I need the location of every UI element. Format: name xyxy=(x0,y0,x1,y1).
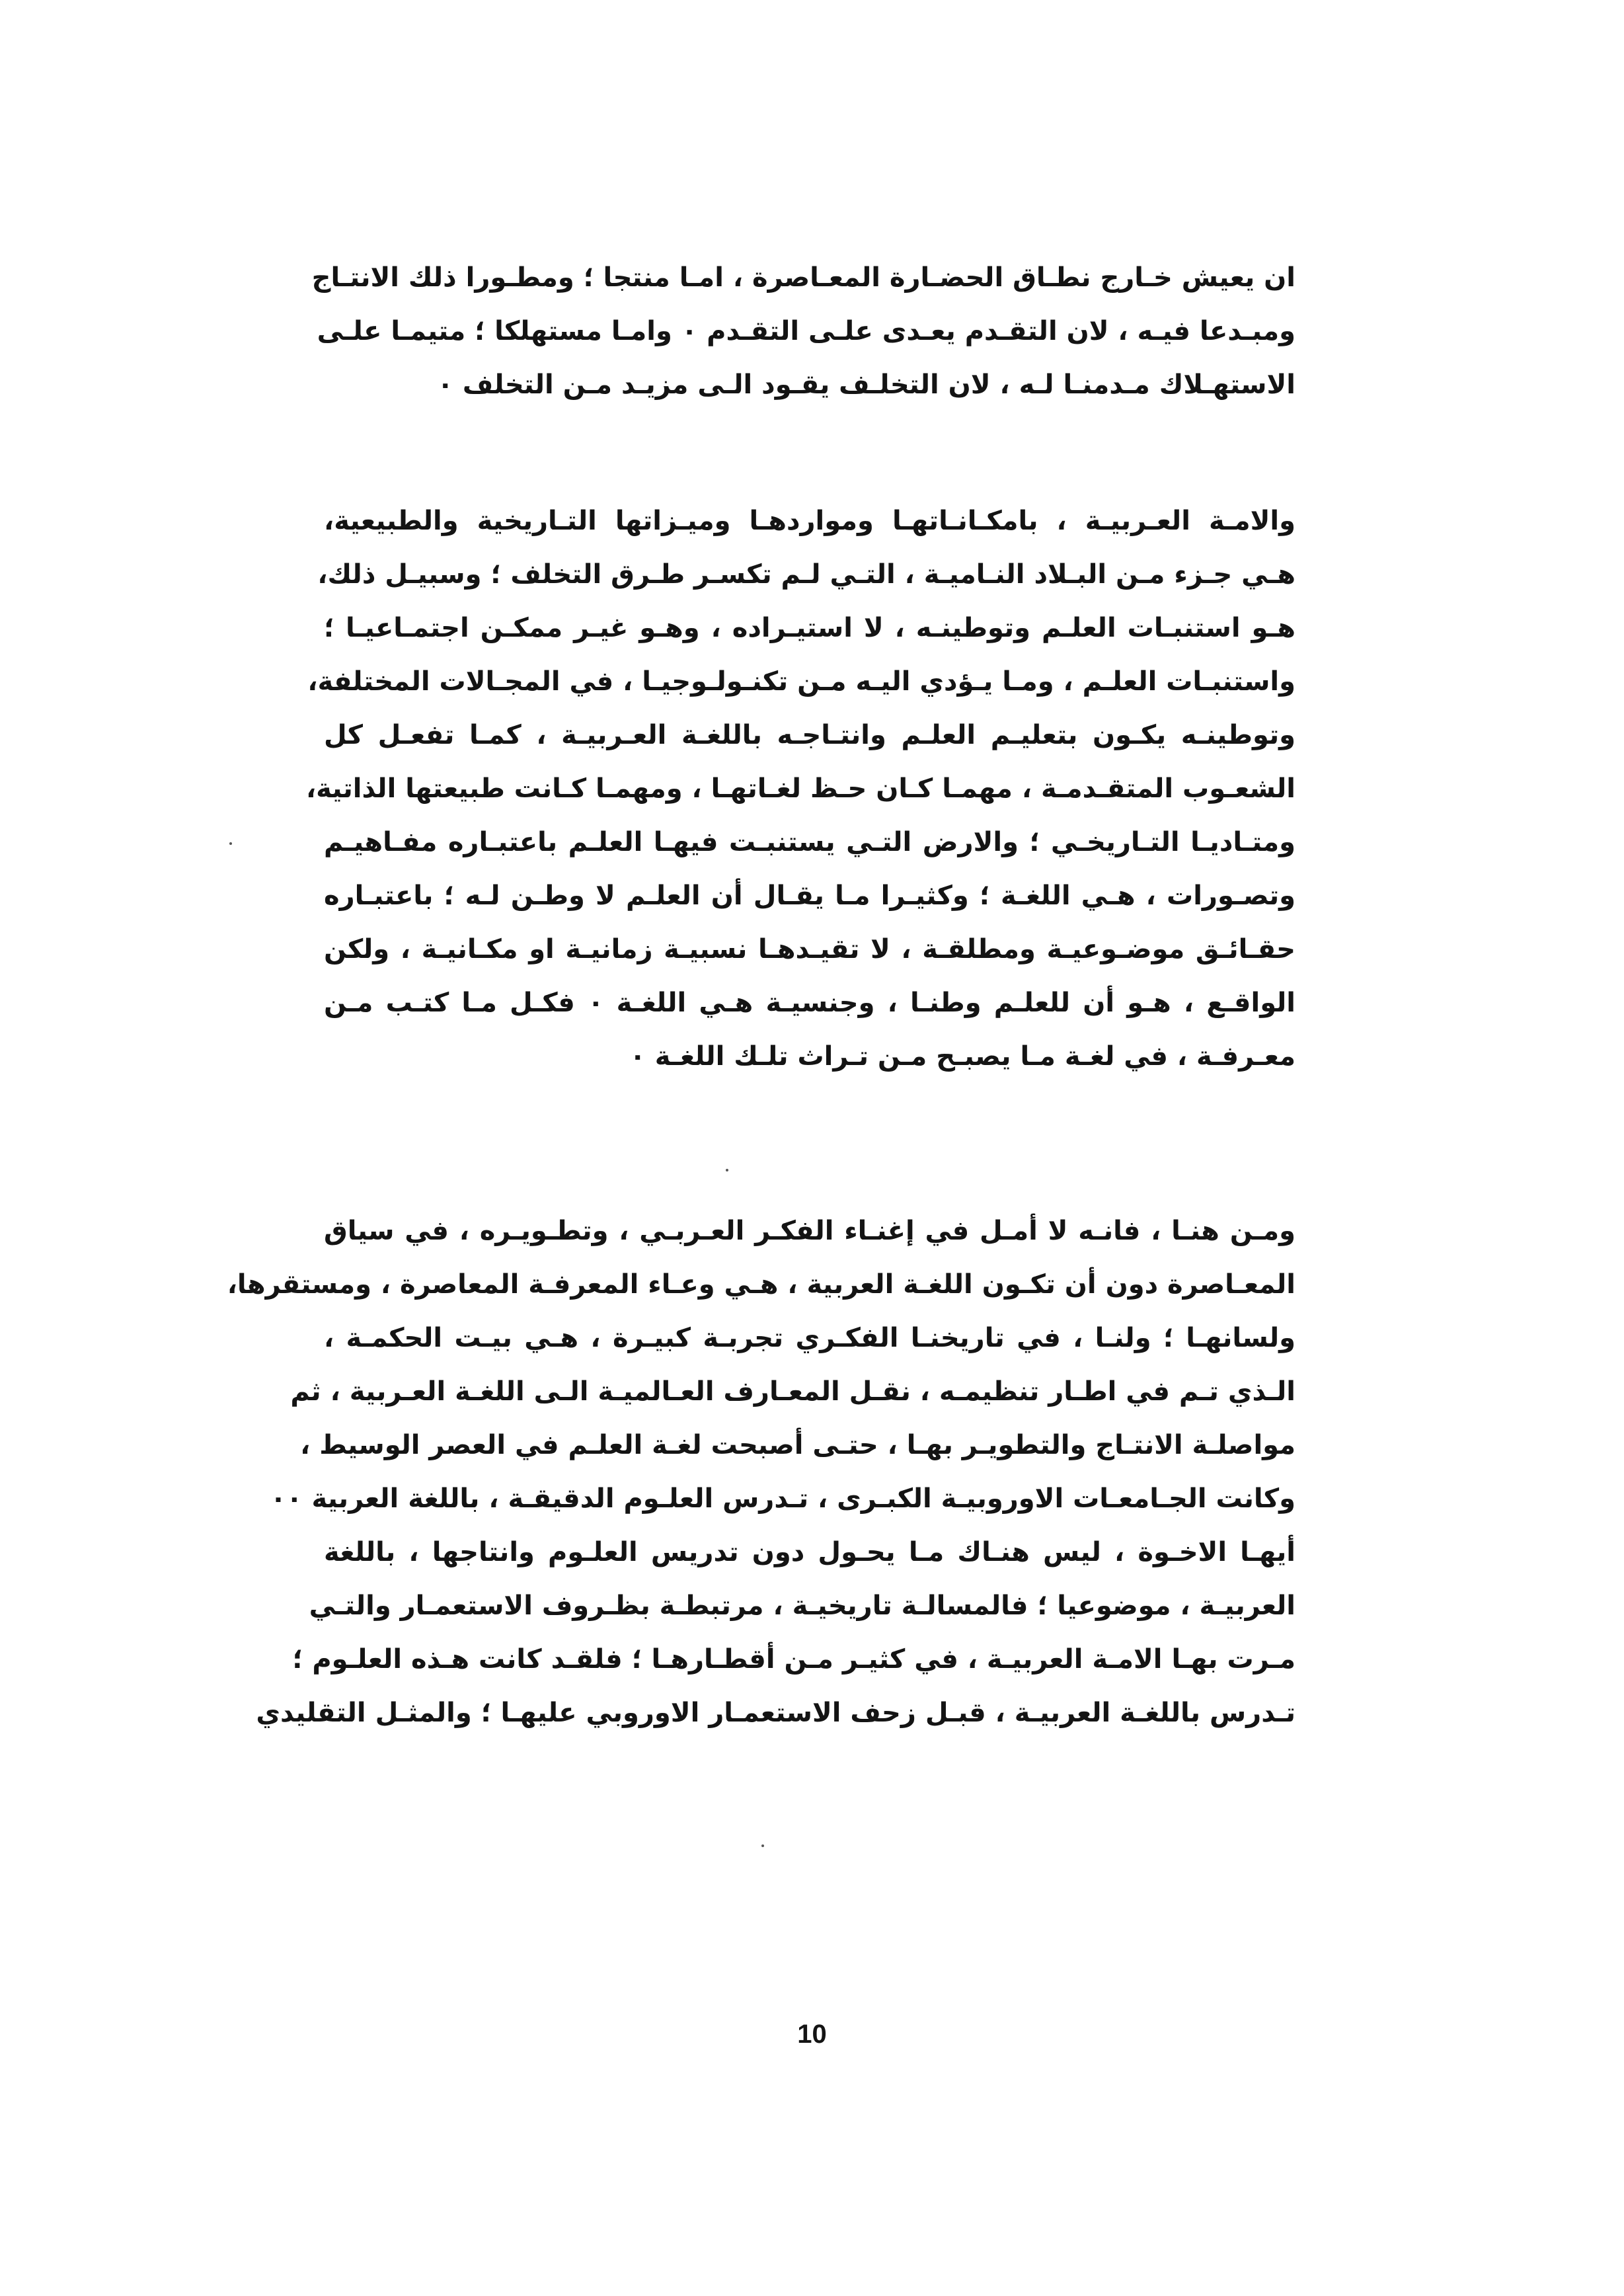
text-line: العربيـة ، موضوعيا ؛ فالمسالـة تاريخيـة ، مرتبطـة بظـروف الاستعمـار والتـي xyxy=(309,1591,1295,1621)
text-line: مواصلـة الانتـاج والتطويـر بهـا ، حتـى أصبحت لغـة العلـم في العصر الوسيط ، xyxy=(300,1430,1295,1460)
text-line: تـدرس باللغـة العربيـة ، قبـل زحف الاستعمـار الاوروبي عليهـا ؛ والمثـل التقليدي xyxy=(256,1698,1295,1728)
page-number: 10 xyxy=(797,2020,827,2049)
scan-speck xyxy=(726,1169,728,1171)
text-line: هـو استنبـات العلـم وتوطينـه ، لا استيـراده ، وهـو غيـر ممكـن اجتمـاعيـا ؛ xyxy=(324,613,1295,643)
text-line: واستنبـات العلـم ، ومـا يـؤدي اليـه مـن تكنـولـوجيـا ، في المجـالات المختلفة، xyxy=(307,666,1295,697)
paragraph-3 xyxy=(227,1205,1295,1740)
text-line: مـرت بهـا الامـة العربيـة ، في كثيـر مـن أقطـارهـا ؛ فلقـد كانت هـذه العلـوم ؛ xyxy=(292,1644,1295,1675)
text-line: الـذي تـم في اطـار تنظيمـه ، نقـل المعـارف العـالميـة الـى اللغـة العـربية ، ثم xyxy=(290,1376,1295,1407)
paragraph-1 xyxy=(311,251,1295,412)
text-line: ان يعيش خـارج نطـاق الحضـارة المعـاصرة ، امـا منتجا ؛ ومطـورا ذلك الانتـاج xyxy=(311,262,1295,293)
text-line: الاستهـلاك مـدمنـا لـه ، لان التخلـف يقـود الـى مزيـد مـن التخلف ٠ xyxy=(437,370,1295,400)
text-line: وكانت الجـامعـات الاوروبيـة الكبـرى ، تـدرس العلـوم الدقيقـة ، باللغة العربية ٠٠ xyxy=(270,1484,1295,1514)
text-line: المعـاصرة دون أن تكـون اللغـة العربية ، هـي وعـاء المعرفـة المعاصرة ، ومستقرها، xyxy=(227,1269,1295,1300)
text-line: الواقـع ، هـو أن للعلـم وطنـا ، وجنسيـة هـي اللغـة ٠ فكـل مـا كتـب مـن xyxy=(324,988,1296,1018)
scan-speck xyxy=(761,1844,764,1847)
text-line: ومتـاديـا التـاريخـي ؛ والارض التـي يستنبـت فيهـا العلـم باعتبـاره مفـاهيـم xyxy=(324,827,1295,857)
text-line: وتصـورات ، هـي اللغـة ؛ وكثيـرا مـا يقـال أن العلـم لا وطـن لـه ؛ باعتبـاره xyxy=(324,881,1295,911)
text-line: حقـائـق موضـوعيـة ومطلقـة ، لا تقيـدهـا نسبيـة زمانيـة او مكـانيـة ، ولكن xyxy=(324,934,1295,965)
text-line: ولسانهـا ؛ ولنـا ، في تاريخنـا الفكـري تجربـة كبيـرة ، هـي بيـت الحكمـة ، xyxy=(324,1323,1295,1353)
text-line: أيهـا الاخـوة ، ليس هنـاك مـا يحـول دون تدريس العلـوم وانتاجها ، باللغة xyxy=(324,1537,1295,1567)
text-line: معـرفـة ، في لغـة مـا يصبـح مـن تـراث تلـك اللغـة ٠ xyxy=(629,1041,1295,1072)
paragraph-2 xyxy=(305,495,1296,1084)
text-line: هـي جـزء مـن البـلاد النـاميـة ، التـي لـم تكسـر طـرق التخلف ؛ وسبيـل ذلك، xyxy=(317,559,1295,590)
text-line: وتوطينـه يكـون بتعليـم العلـم وانتـاجـه باللغـة العـربيـة ، كمـا تفعـل كل xyxy=(324,720,1295,750)
text-line: الشعـوب المتقـدمـة ، مهمـا كـان حـظ لغـاتهـا ، ومهمـا كـانت طبيعتها الذاتية، xyxy=(305,773,1295,804)
text-line: ومبـدعا فيـه ، لان التقـدم يعـدى علـى التقـدم ٠ وامـا مستهلكا ؛ متيمـا علـى xyxy=(317,316,1295,346)
scan-speck xyxy=(229,842,232,845)
text-line: ومـن هنـا ، فانـه لا أمـل في إغنـاء الفكـر العـربـي ، وتطـويـره ، في سياق xyxy=(324,1216,1295,1246)
text-line: والامـة العـربيـة ، بامكـانـاتهـا ومواردهـا وميـزاتها التـاريخية والطبيعية، xyxy=(324,506,1295,536)
